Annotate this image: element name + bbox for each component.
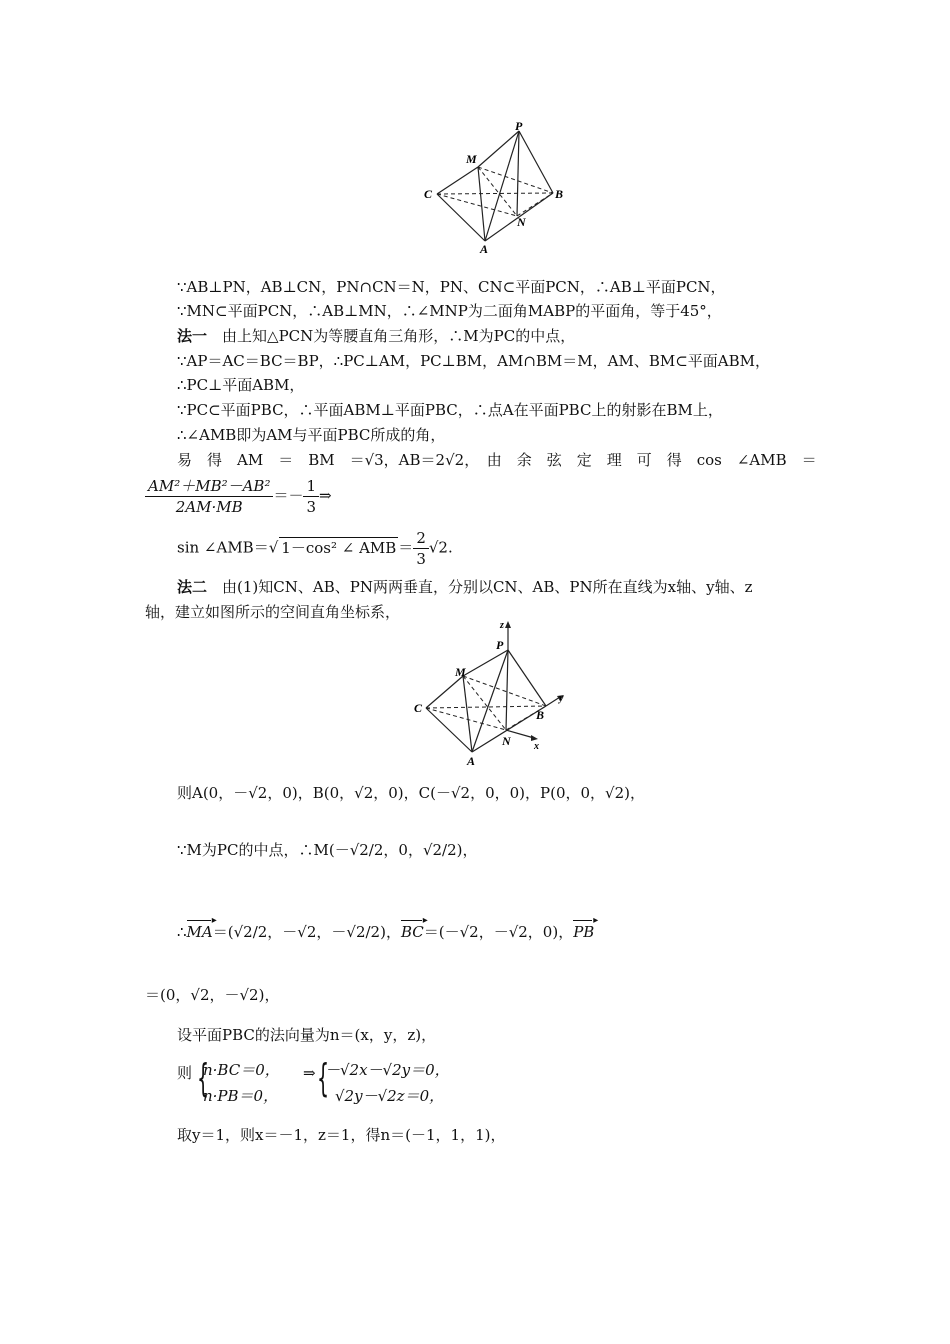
cos-numerator: AM²＋MB²－AB² — [145, 476, 273, 497]
line-8 — [177, 450, 817, 470]
vector-MA: MA ▸ — [187, 922, 213, 942]
label-A: A — [467, 754, 476, 768]
line-3-text: 由上知△PCN为等腰直角三角形，∴M为PC的中点， — [222, 327, 576, 345]
label-B: B — [536, 708, 545, 722]
label-N: N — [502, 734, 511, 748]
vectors-line — [177, 922, 594, 942]
system-implies: ⇒ — [303, 1064, 316, 1082]
normal-vector-line: 设平面PBC的法向量为n＝(x，y，z)， — [177, 1026, 437, 1044]
line-4: ∵AP＝AC＝BC＝BP，∴PC⊥AM，PC⊥BM，AM∩BM＝M，AM、BM⊂平面ABM， — [177, 352, 770, 370]
cos-value-num: 1 — [303, 476, 319, 497]
sin-line: sin ∠AMB＝√ 1－cos² ∠ AMB ＝ $\frac{2}{3}$ √2. — [177, 529, 453, 568]
line-11: 轴，建立如图所示的空间直角坐标系， — [145, 603, 401, 621]
line-8a: 易 得 AM ＝ BM ＝ — [177, 451, 365, 469]
system-eq-2: n·PB＝0， — [203, 1087, 279, 1105]
method-two-tag: 法二 — [177, 578, 208, 596]
vector-PB-line: ＝(0，√2，－√2)， — [145, 986, 280, 1004]
sin-lead: sin ∠AMB＝ — [177, 538, 269, 557]
cos-value — [303, 476, 319, 517]
line-8c: 2， 由 余 弦 定 理 可 得 cos ∠AMB ＝ — [454, 451, 817, 469]
cos-equals: ＝－ — [273, 486, 304, 505]
cos-fraction — [145, 476, 273, 517]
label-C: C — [424, 187, 433, 201]
system-lead: 则 — [177, 1064, 193, 1082]
axis-x-label: x — [534, 741, 539, 752]
cos-value-den: 3 — [306, 498, 317, 516]
take-y-line: 取y＝1，则x＝－1，z＝1，得n＝(－1，1，1)， — [177, 1126, 506, 1144]
vector-MA-value: ＝(√2/2，－√2，－√2/2)， — [212, 923, 401, 941]
sqrt-sign: √ — [364, 451, 375, 469]
method-one-tag: 法一 — [177, 327, 208, 345]
line-3 — [177, 326, 575, 346]
vector-PB: PB ▸ — [573, 922, 594, 942]
label-P: P — [515, 119, 523, 133]
line-6: ∵PC⊂平面PBC，∴平面ABM⊥平面PBC，∴点A在平面PBC上的射影在BM上， — [177, 401, 723, 419]
axis-y-label: y — [559, 693, 564, 704]
label-M: M — [455, 665, 466, 679]
line-1: ∵AB⊥PN，AB⊥CN，PN∩CN＝N，PN、CN⊂平面PCN，∴AB⊥平面PCN， — [177, 278, 726, 296]
sin-radicand: 1－cos² ∠ AMB — [281, 538, 397, 557]
sin-frac-den: 3 — [416, 550, 426, 568]
implies: ⇒ — [319, 486, 332, 505]
sin-frac-num: 2 — [413, 528, 429, 549]
therefore: ∴ — [177, 923, 187, 941]
midpoint-lead: ∵M为PC的中点，∴M — [177, 841, 329, 859]
vector-BC: BC ▸ — [401, 922, 424, 942]
system-eq-1: n·BC＝0， — [203, 1061, 280, 1079]
vector-BC-value: ＝(－√2，－√2，0)， — [423, 923, 574, 941]
label-P: P — [496, 638, 504, 652]
label-M: M — [466, 152, 477, 166]
coordinate-figure — [408, 618, 583, 768]
coordinates-line: 则A(0，－√2，0)，B(0，√2，0)，C(－√2，0，0)，P(0，0，√2)， — [177, 784, 645, 802]
line-7: ∴∠AMB即为AM与平面PBC所成的角， — [177, 426, 446, 444]
line-10-text: 由(1)知CN、AB、PN两两垂直，分别以CN、AB、PN所在直线为x轴、y轴、z — [222, 578, 753, 596]
system-eq-4: √2y－√2z＝0， — [335, 1087, 445, 1105]
label-C: C — [414, 701, 423, 715]
system-brace-left: { — [197, 1056, 210, 1100]
sin-eq: ＝ — [398, 538, 414, 557]
sin-frac — [413, 528, 429, 569]
line-2: ∵MN⊂平面PCN，∴AB⊥MN，∴∠MNP为二面角MABP的平面角，等于45°， — [177, 302, 722, 320]
line-5: ∴PC⊥平面ABM， — [177, 376, 305, 394]
midpoint-value: (－√2/2，0，√2/2)， — [328, 841, 478, 859]
midpoint-line — [177, 840, 478, 860]
axis-z-label: z — [500, 620, 504, 631]
cos-denominator: 2AM·MB — [175, 498, 243, 516]
system-eq-3: －√2x－√2y＝0， — [325, 1061, 450, 1079]
line-8b: 3，AB＝2 — [374, 451, 446, 469]
label-N: N — [517, 215, 526, 229]
line-10 — [177, 577, 752, 597]
cos-fraction-line — [145, 476, 332, 517]
sin-tail: 2. — [438, 538, 453, 557]
sqrt-sign: √ — [445, 451, 455, 469]
system-brace-right: { — [317, 1056, 330, 1100]
label-A: A — [480, 242, 489, 256]
pyramid-figure-1 — [415, 118, 575, 258]
label-B: B — [555, 187, 564, 201]
